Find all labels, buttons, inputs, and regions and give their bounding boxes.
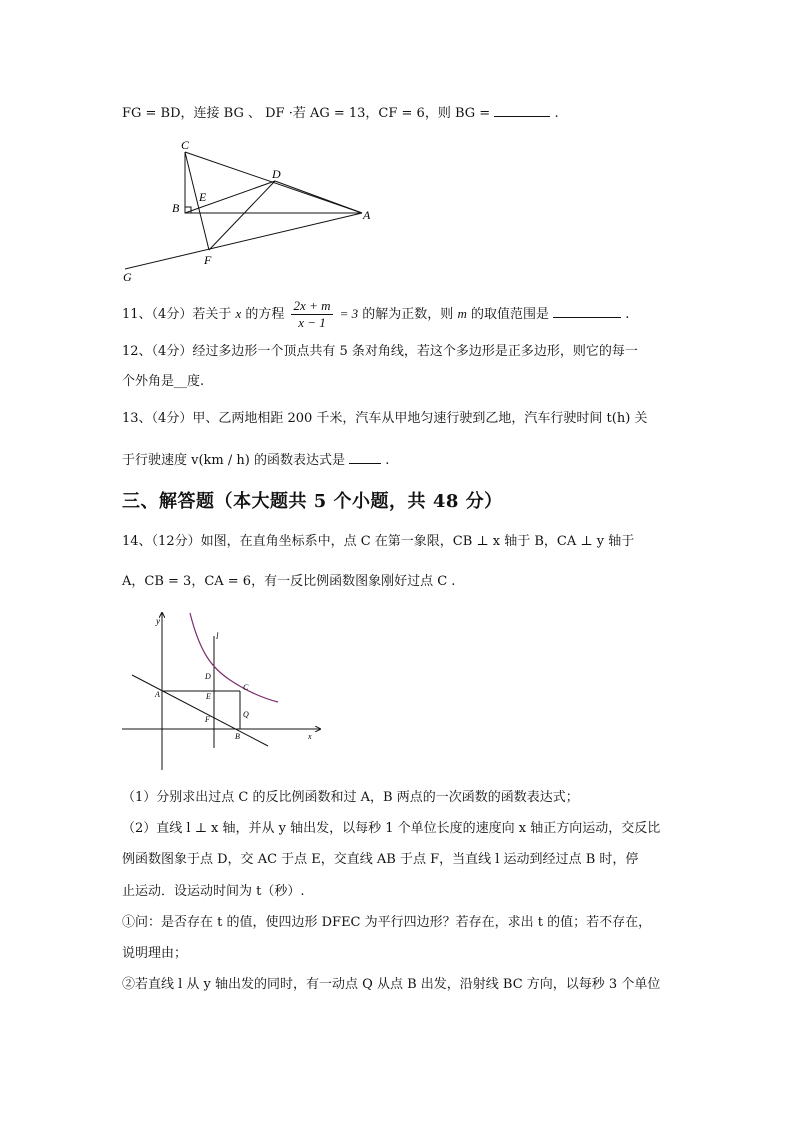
q11-var-x: x <box>235 306 242 321</box>
q14-part2-line3: 止运动．设运动时间为 t（秒）. <box>122 884 305 899</box>
q11-frac-den: x − 1 <box>298 315 326 330</box>
q11-mid: 的方程 <box>245 307 285 322</box>
q11-end: . <box>625 307 630 322</box>
fig2-label-y: y <box>156 616 160 626</box>
q11-var-m: m <box>457 306 467 321</box>
q10-tail-line <box>122 104 559 123</box>
q12-line2 <box>122 373 204 391</box>
q13-end: . <box>385 453 390 468</box>
q10-tail-text: FG = BD，连接 BG 、 DF ·若 AG = 13，CF = 6，则 BG = <box>122 106 491 121</box>
section-3-title: 三、解答题（本大题共 5 个小题，共 48 分） <box>122 491 503 512</box>
q14-line1: 14、（12分）如图，在直角坐标系中，点 C 在第一象限，CB ⊥ x 轴于 B，CA ⊥ y 轴于 <box>122 534 635 549</box>
fig2-label-q: Q <box>243 710 249 719</box>
fig1-label-f: F <box>204 253 212 267</box>
q12-line2-a: 个外角是 <box>122 374 175 389</box>
fig1-label-a: A <box>363 208 371 222</box>
fig1-label-e: E <box>199 190 207 204</box>
q14-sub1-line1: ①问：是否存在 t 的值，使四边形 DFEC 为平行四边形？若存在，求出 t 的值；若不存在， <box>122 915 652 930</box>
q11-tail: 的解为正数，则 <box>362 307 454 322</box>
q11-eq: = 3 <box>339 306 359 321</box>
q11-line <box>122 296 629 333</box>
q13-line1: 13、（4分）甲、乙两地相距 200 千米，汽车从甲地匀速行驶到乙地，汽车行驶时间 t(h) 关 <box>122 411 648 426</box>
fig2-label-b: B <box>235 732 240 741</box>
q11-tail2: 的取值范围是 <box>470 307 549 322</box>
q14-sub1-line2: 说明理由； <box>122 946 188 961</box>
q13-answer-blank <box>349 451 381 464</box>
figure-coordinate <box>120 608 330 773</box>
q13-line2-text: 于行驶速度 v(km / h) 的函数表达式是 <box>122 453 345 468</box>
fig1-label-c: C <box>181 138 190 152</box>
q10-end: . <box>554 106 559 121</box>
q11-frac-num: 2x + m <box>291 298 334 315</box>
fig2-label-x: x <box>308 732 312 741</box>
fig2-label-a: A <box>155 690 160 699</box>
fig1-label-g: G <box>123 270 132 284</box>
q12-line2-b: 度. <box>187 374 205 389</box>
q14-part2-line1: （2）直线 l ⊥ x 轴，并从 y 轴出发，以每秒 1 个单位长度的速度向 x 轴正方向运动，交反比 <box>122 821 661 836</box>
figure-triangle <box>115 135 375 285</box>
q13-line2 <box>122 451 389 470</box>
q10-answer-blank <box>494 104 550 117</box>
q11-prefix: 11、（4分）若关于 <box>122 307 232 322</box>
q14-sub2-line1: ②若直线 l 从 y 轴出发的同时，有一动点 Q 从点 B 出发，沿射线 BC 方向，以每秒 3 个单位 <box>122 977 661 992</box>
q12-answer-blank: __ <box>174 374 188 389</box>
q11-answer-blank <box>553 305 621 318</box>
fig1-label-b: B <box>172 201 180 215</box>
q12-line1: 12、（4分）经过多边形一个顶点共有 5 条对角线，若这个多边形是正多边形，则它的每一 <box>122 344 638 359</box>
fig2-label-f: F <box>205 715 210 724</box>
q11-fraction <box>291 298 334 331</box>
fig2-label-e: E <box>206 692 211 701</box>
fig2-label-l: l <box>216 631 219 641</box>
fig2-label-c: C <box>243 683 249 692</box>
q14-part1: （1）分别求出过点 C 的反比例函数和过 A，B 两点的一次函数的函数表达式； <box>122 790 579 805</box>
fig2-label-d: D <box>205 672 211 681</box>
q14-part2-line2: 例函数图象于点 D，交 AC 于点 E，交直线 AB 于点 F，当直线 l 运动到经过点 B 时，停 <box>122 852 639 867</box>
q14-line2: A，CB = 3，CA = 6，有一反比例函数图象刚好过点 C . <box>122 574 456 589</box>
fig1-label-d: D <box>272 167 281 181</box>
